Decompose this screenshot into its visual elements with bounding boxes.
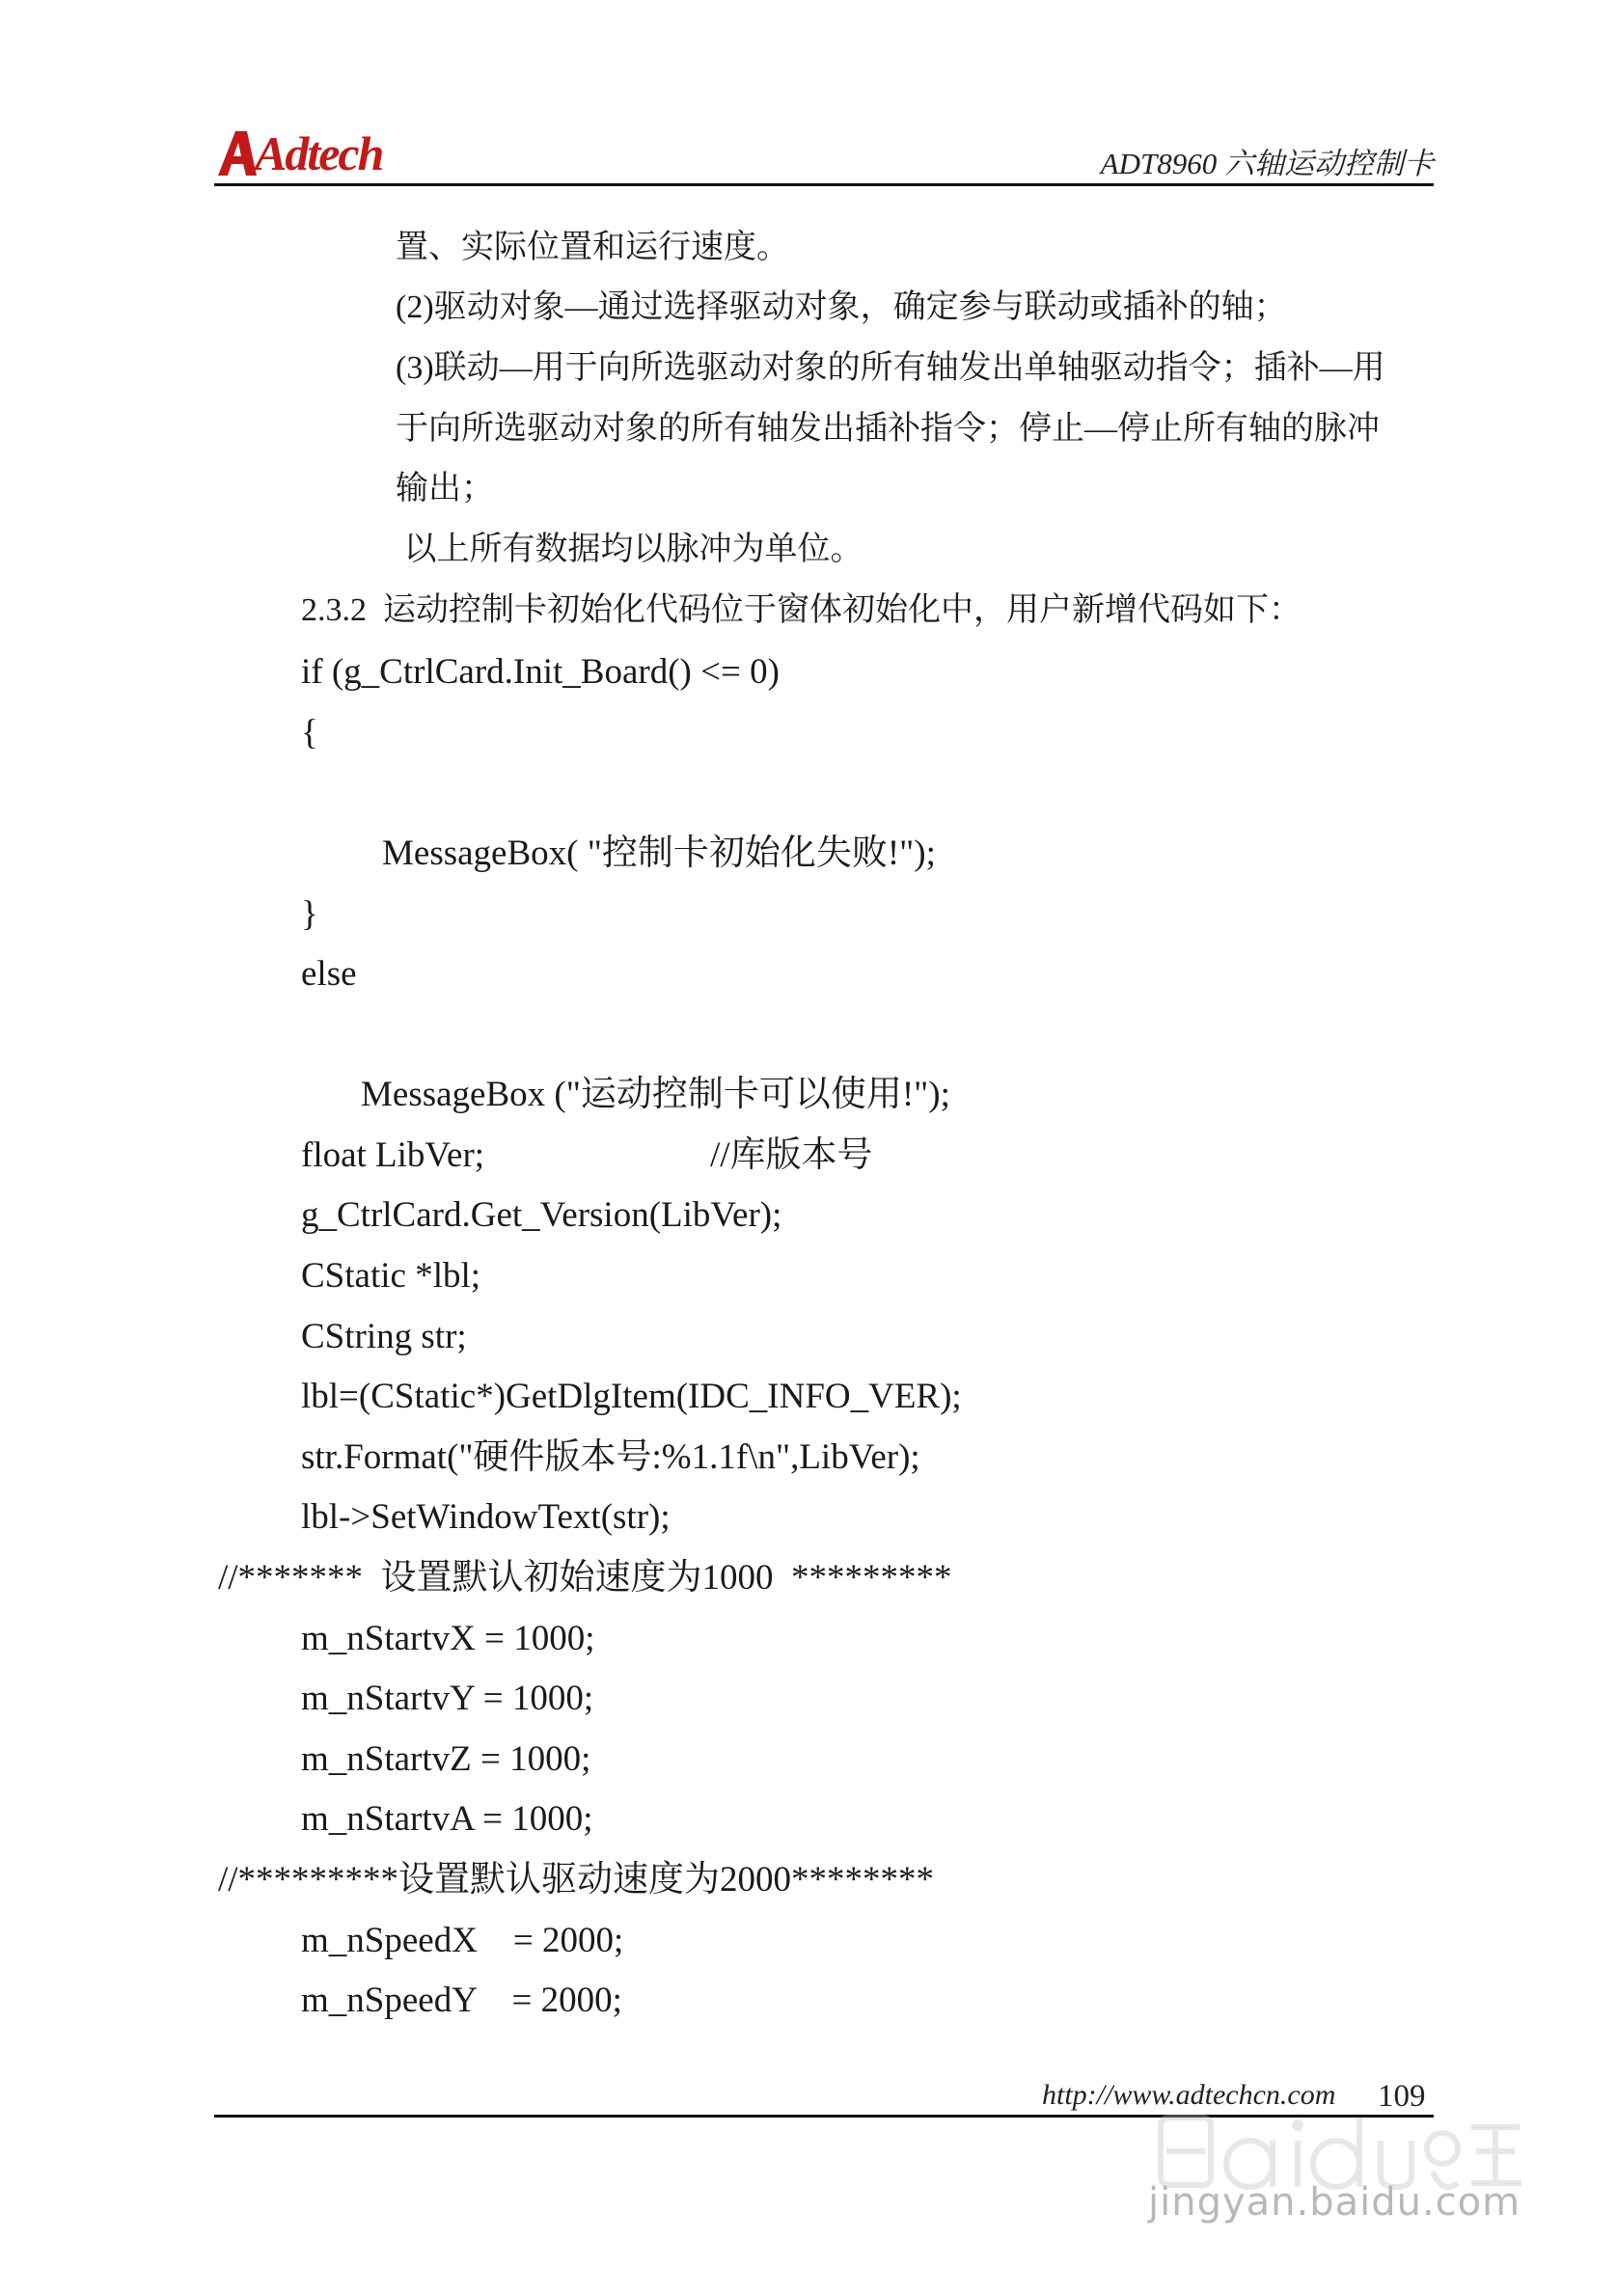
code-comment: //*********设置默认驱动速度为2000******** — [218, 1860, 935, 1900]
code-line: lbl->SetWindowText(str); — [301, 1497, 671, 1537]
code-line: m_nStartvZ = 1000; — [301, 1739, 591, 1779]
code-line: lbl=(CStatic*)GetDlgItem(IDC_INFO_VER); — [301, 1377, 962, 1416]
code-comment: //******* 设置默认初始速度为1000 ********* — [218, 1558, 952, 1598]
code-line: if (g_CtrlCard.Init_Board() <= 0) — [301, 652, 780, 692]
text-line: 以上所有数据均以脉冲为单位。 — [396, 532, 863, 567]
code-line: MessageBox( "控制卡初始化失败!"); — [382, 834, 936, 873]
logo-text: Adtech — [255, 126, 383, 180]
code-line: CString str; — [301, 1317, 467, 1356]
header-divider — [214, 183, 1434, 186]
footer-url: http://www.adtechcn.com — [1042, 2079, 1336, 2111]
code-line: m_nStartvY = 1000; — [301, 1679, 594, 1718]
text-line: (3)联动—用于向所选驱动对象的所有轴发出单轴驱动指令；插补—用 — [396, 350, 1385, 386]
adtech-logo-icon — [214, 127, 260, 178]
code-line: } — [301, 894, 318, 934]
page-number: 109 — [1378, 2079, 1426, 2114]
code-line: g_CtrlCard.Get_Version(LibVer); — [301, 1195, 782, 1235]
text-line: 输出； — [396, 471, 494, 506]
code-line: m_nStartvX = 1000; — [301, 1619, 595, 1658]
code-comment: //库版本号 — [710, 1135, 873, 1175]
section-heading: 2.3.2 运动控制卡初始化代码位于窗体初始化中，用户新增代码如下： — [301, 592, 1302, 628]
adtech-logo — [214, 123, 382, 178]
code-line: float LibVer; — [301, 1135, 485, 1175]
text-line: (2)驱动对象—通过选择驱动对象，确定参与联动或插补的轴； — [396, 289, 1287, 325]
watermark-text: jingyan.baidu.com — [1148, 2180, 1521, 2225]
code-line: m_nSpeedY = 2000; — [301, 1981, 622, 2020]
text-line: 于向所选驱动对象的所有轴发出插补指令；停止—停止所有轴的脉冲 — [396, 411, 1380, 447]
code-line: m_nStartvA = 1000; — [301, 1799, 593, 1839]
code-line: str.Format("硬件版本号:%1.1f\n",LibVer); — [301, 1437, 920, 1477]
code-line: CStatic *lbl; — [301, 1256, 481, 1296]
header-title: ADT8960 六轴运动控制卡 — [1100, 147, 1434, 180]
text-line: 置、实际位置和运行速度。 — [396, 230, 789, 265]
code-line: MessageBox ("运动控制卡可以使用!"); — [361, 1075, 950, 1114]
code-line: else — [301, 954, 357, 994]
code-line: { — [301, 713, 318, 752]
code-line: m_nSpeedX = 2000; — [301, 1921, 624, 1960]
